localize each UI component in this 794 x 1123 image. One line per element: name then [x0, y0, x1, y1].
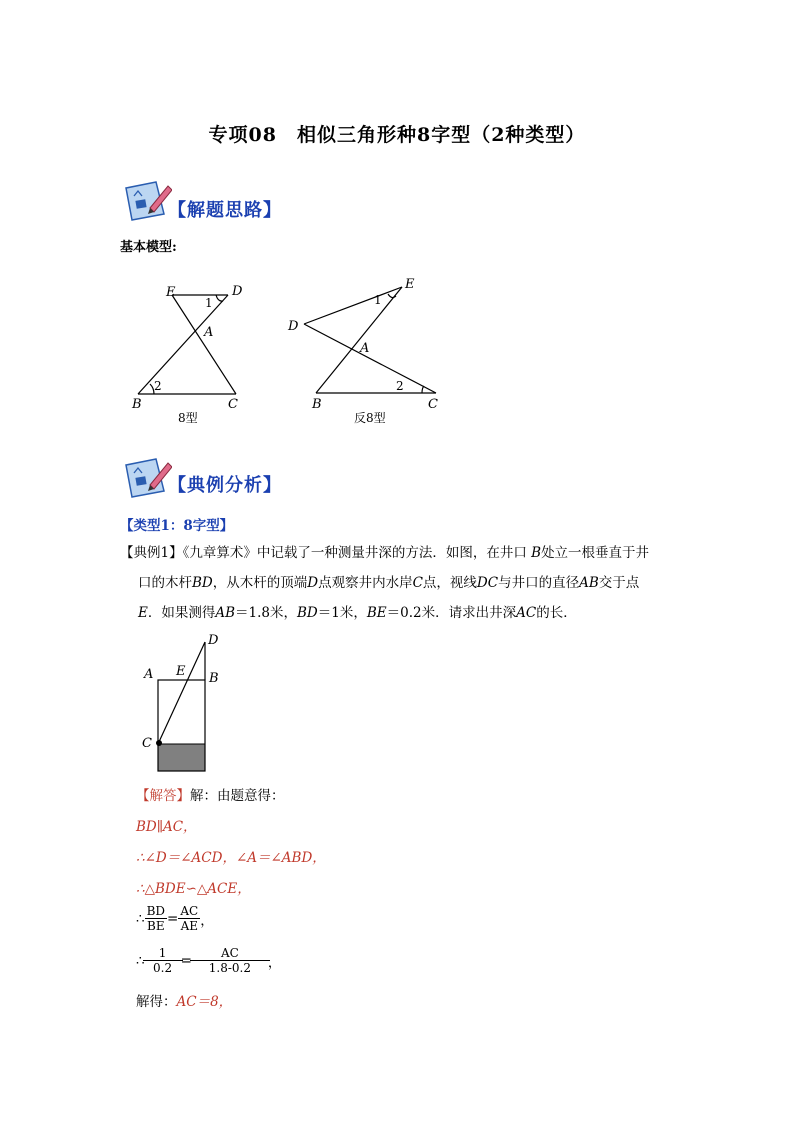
banner-solution-approach-text: 【解题思路】: [168, 200, 282, 221]
label-a: A: [144, 667, 154, 682]
fraction-bd-be: $\frac{BD}{BE}$: [146, 904, 166, 933]
label-b: B: [132, 397, 142, 412]
figure-caption: 8型: [178, 411, 198, 425]
basic-model-label: 基本模型:: [120, 240, 177, 255]
label-d: D: [288, 319, 299, 334]
banner-example-analysis: [120, 455, 300, 503]
pencil-paper-icon: [120, 178, 172, 224]
label-b: B: [209, 671, 219, 686]
label-c: C: [228, 397, 238, 412]
solution-step-5: ∴ $\frac{1}{0.2}$ = $\frac{AC}{1.8-0.2}$ ，: [136, 946, 282, 975]
label-c: C: [142, 736, 152, 751]
segment-db: [138, 295, 228, 394]
banner-solution-approach: [120, 178, 290, 226]
fraction-1-0.2: $\frac{1}{0.2}$: [145, 946, 181, 975]
label-angle-1: 1: [374, 293, 382, 307]
figure-caption: 反8型: [354, 411, 386, 425]
example-line-2: 口的木杆BD，从木杆的顶端D点观察井内水岸C点，视线DC与井口的直径AB交于点: [138, 575, 640, 591]
page-title: 专项08 相似三角形种8字型（2种类型）: [208, 124, 586, 146]
label-b: B: [312, 397, 322, 412]
label-e: E: [405, 277, 415, 292]
fraction-ac-ae: $\frac{AC}{AE}$: [180, 904, 199, 933]
figure-8-type: [128, 280, 258, 430]
pencil-paper-icon: [120, 455, 172, 501]
solution-step-2: ∴∠D＝∠ACD，∠A＝∠ABD，: [136, 850, 326, 866]
line-dc: [158, 642, 205, 744]
fraction-ac-diff: $\frac{AC}{1.8-0.2}$: [192, 946, 268, 975]
solution-step-1: BD∥AC，: [136, 819, 197, 835]
label-a: A: [360, 341, 370, 356]
label-d: D: [232, 284, 243, 299]
label-a: A: [204, 325, 214, 340]
label-angle-1: 1: [205, 296, 213, 310]
banner-example-analysis-text: 【典例分析】: [168, 475, 282, 496]
label-angle-2: 2: [154, 379, 162, 393]
example-line-3: E．如果测得AB＝1.8米，BD＝1米，BE＝0.2米．请求出井深AC的长．: [138, 605, 577, 621]
solution-heading: 【解答】解：由题意得：: [136, 788, 285, 804]
solution-step-3: ∴△BDE∽△ACE，: [136, 881, 251, 897]
type-1-heading: 【类型1：8字型】: [120, 518, 234, 534]
example-line-1: 【典例1】《九章算术》中记载了一种测量井深的方法．如图，在井口 B处立一根垂直于井: [120, 545, 650, 561]
solution-result: 解得：AC＝8，: [136, 994, 233, 1010]
solution-step-4: ∴ $\frac{BD}{BE}$ = $\frac{AC}{AE}$ ，: [136, 904, 214, 933]
label-e: E: [176, 664, 186, 679]
figure-well: [136, 628, 236, 778]
label-angle-2: 2: [396, 379, 404, 393]
label-c: C: [428, 397, 438, 412]
segment-ec: [172, 295, 236, 394]
label-d: D: [208, 633, 219, 648]
example-1-text: [120, 538, 680, 628]
water-region: [158, 744, 205, 771]
figure-reverse-8-type: [284, 272, 454, 432]
label-e: E: [166, 285, 176, 300]
